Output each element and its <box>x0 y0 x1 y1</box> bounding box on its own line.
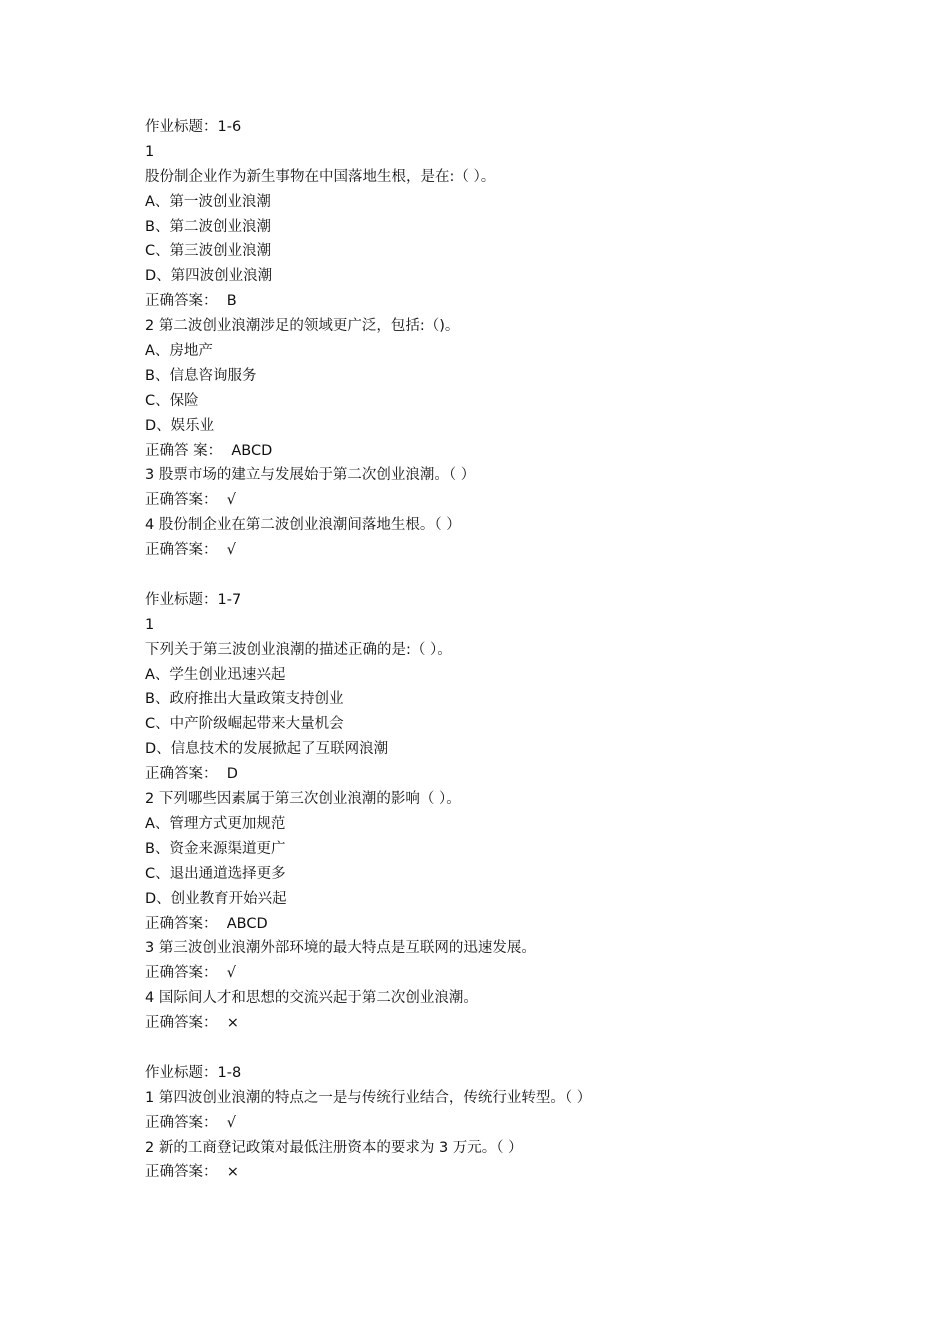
answer-option: A、房地产 <box>145 343 213 360</box>
question-text: 下列关于第三波创业浪潮的描述正确的是:（ ）。 <box>145 641 452 658</box>
assignment-section <box>145 115 865 563</box>
correct-answer: 正确答案： D <box>145 766 238 783</box>
answer-option: B、政府推出大量政策支持创业 <box>145 691 344 708</box>
question-text: 2 新的工商登记政策对最低注册资本的要求为 3 万元。（ ） <box>145 1139 523 1156</box>
answer-option: A、学生创业迅速兴起 <box>145 666 286 683</box>
answer-option: C、保险 <box>145 392 199 409</box>
correct-answer: 正确答案： √ <box>145 965 236 982</box>
section-title: 作业标题：1-8 <box>145 1064 242 1081</box>
question-text: 1 第四波创业浪潮的特点之一是与传统行业结合，传统行业转型。（ ） <box>145 1089 592 1106</box>
question-text: 3 股票市场的建立与发展始于第二次创业浪潮。（ ） <box>145 467 476 484</box>
section-title: 作业标题：1-7 <box>145 591 242 608</box>
question-text: 1 <box>145 143 155 160</box>
answer-option: B、资金来源渠道更广 <box>145 840 286 857</box>
correct-answer: 正确答案： × <box>145 1164 239 1181</box>
correct-answer: 正确答案： √ <box>145 542 236 559</box>
section-title: 作业标题：1-6 <box>145 119 242 135</box>
answer-option: C、第三波创业浪潮 <box>145 243 272 260</box>
question-text: 2 下列哪些因素属于第三次创业浪潮的影响（ ）。 <box>145 791 461 808</box>
question-text: 2 第二波创业浪潮涉足的领域更广泛，包括:（)。 <box>145 318 460 335</box>
answer-option: D、信息技术的发展掀起了互联网浪潮 <box>145 741 389 758</box>
answer-option: D、娱乐业 <box>145 417 215 434</box>
answer-option: C、中产阶级崛起带来大量机会 <box>145 716 344 733</box>
correct-answer: 正确答 案： ABCD <box>145 442 273 459</box>
correct-answer: 正确答案： × <box>145 1015 239 1032</box>
question-text: 4 国际间人才和思想的交流兴起于第二次创业浪潮。 <box>145 990 478 1007</box>
assignment-section <box>145 588 865 1036</box>
correct-answer: 正确答案： ABCD <box>145 915 268 932</box>
document-body <box>145 115 865 1185</box>
answer-option: C、退出通道选择更多 <box>145 865 286 882</box>
answer-option: A、管理方式更加规范 <box>145 815 286 832</box>
answer-option: D、第四波创业浪潮 <box>145 268 273 285</box>
answer-option: A、第一波创业浪潮 <box>145 193 271 210</box>
correct-answer: 正确答案： √ <box>145 492 236 509</box>
answer-option: B、第二波创业浪潮 <box>145 218 271 235</box>
question-text: 3 第三波创业浪潮外部环境的最大特点是互联网的迅速发展。 <box>145 940 536 957</box>
correct-answer: 正确答案： √ <box>145 1114 236 1131</box>
correct-answer: 正确答案： B <box>145 293 237 310</box>
section-spacer <box>145 563 865 588</box>
answer-option: B、信息咨询服务 <box>145 367 257 384</box>
answer-option: D、创业教育开始兴起 <box>145 890 287 907</box>
section-spacer <box>145 1036 865 1061</box>
question-text: 4 股份制企业在第二波创业浪潮间落地生根。（ ） <box>145 517 461 534</box>
question-text: 股份制企业作为新生事物在中国落地生根，是在:（ ）。 <box>145 168 496 185</box>
assignment-section <box>145 1061 865 1185</box>
question-text: 1 <box>145 616 155 633</box>
